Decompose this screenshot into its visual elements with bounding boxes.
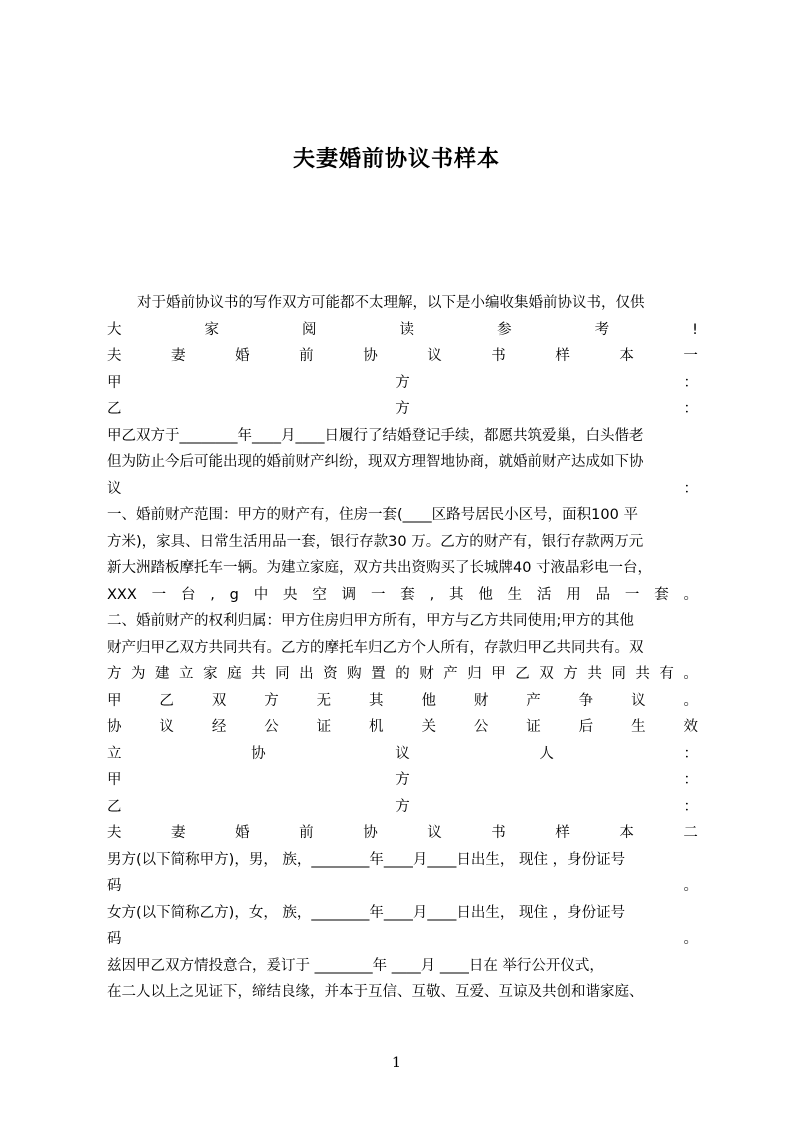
- body-line: [107, 741, 698, 768]
- line-char: 台: [180, 586, 196, 603]
- line-char: 中: [253, 586, 269, 603]
- line-text: 女方(以下简称乙方)，女， 族，________年____月____日出生， 现住 ，身份证号: [107, 904, 626, 921]
- line-char: g: [229, 586, 239, 603]
- line-char: 甲: [491, 666, 506, 682]
- line-text: 甲乙双方于________年____月____日履行了结婚登记手续，都愿共筑爱巢，白头偕老: [107, 427, 644, 444]
- line-char: 套: [654, 586, 669, 603]
- line-char: 议: [427, 825, 442, 841]
- line-text: 男方(以下简称甲方)，男， 族，________年____月____日出生， 现住 ，身份证号: [107, 851, 626, 868]
- line-char: ：: [683, 374, 698, 391]
- line-char: 方: [395, 401, 410, 417]
- body-line: [107, 343, 698, 370]
- body-line: [107, 502, 698, 529]
- line-char: 样: [555, 348, 570, 364]
- line-char: 他: [478, 586, 493, 603]
- line-char: 共: [587, 666, 602, 682]
- line-text: 财产归甲乙双方共同共有。乙方的摩托车归乙方个人所有，存款归甲乙共同共有。双: [107, 639, 644, 656]
- body-line: [107, 714, 698, 741]
- line-char: 书: [491, 825, 506, 841]
- body-line: [107, 688, 698, 715]
- line-char: 方: [395, 798, 410, 815]
- line-char: 机: [369, 719, 384, 735]
- line-char: 家: [203, 666, 218, 682]
- line-char: 一: [370, 586, 386, 603]
- body-line: [107, 423, 698, 450]
- body-line: [107, 794, 698, 821]
- line-char: 。: [683, 586, 698, 603]
- line-char: 乙: [515, 666, 530, 682]
- line-text: 新大洲踏板摩托车一辆。为建立家庭，双方共出资购买了长城牌40 寸液晶彩电一台，: [107, 560, 653, 576]
- line-char: 归: [467, 666, 482, 682]
- line-char: 共: [635, 666, 650, 682]
- body-line: [107, 661, 698, 688]
- body-line: [107, 555, 698, 582]
- line-char: 方: [107, 666, 122, 682]
- body-line: [107, 290, 698, 317]
- line-char: 协: [251, 745, 266, 762]
- line-char: 甲: [107, 692, 122, 709]
- document-body: [107, 290, 698, 1006]
- line-char: 公: [473, 719, 489, 735]
- line-char: 夫: [107, 825, 122, 841]
- line-char: 一: [624, 586, 640, 603]
- body-line: [107, 396, 698, 423]
- line-char: !: [692, 321, 698, 338]
- line-char: 议: [631, 692, 646, 709]
- line-text: 对于婚前协议书的写作双方可能都不太理解，以下是小编收集婚前协议书，仅供: [137, 295, 645, 311]
- line-char: 大: [107, 321, 122, 338]
- line-char: 双: [211, 692, 227, 709]
- line-char: 后: [578, 719, 594, 735]
- line-char: 共: [251, 666, 266, 682]
- line-char: 甲: [107, 772, 122, 788]
- line-char: 前: [299, 348, 314, 364]
- line-text: 在二人以上之见证下，缔结良缘，并本于互信、互敬、互爱、互谅及共创和谐家庭、: [107, 984, 644, 1000]
- line-char: 人: [539, 745, 554, 762]
- line-char: 乙: [107, 798, 122, 815]
- body-line: [107, 900, 698, 927]
- line-char: 生: [507, 586, 523, 603]
- body-line: [107, 873, 698, 900]
- line-char: 。: [683, 692, 698, 709]
- line-char: 争: [578, 692, 594, 709]
- body-line: [107, 476, 698, 503]
- line-char: 其: [369, 692, 384, 709]
- body-line: [107, 926, 698, 953]
- line-char: 样: [555, 825, 570, 841]
- line-char: 央: [283, 586, 298, 603]
- line-text: 一、婚前财产范围：甲方的财产有，住房一套(____区路号居民小区号，面积100 平: [107, 507, 638, 523]
- body-line: [107, 449, 698, 476]
- line-char: 经: [211, 719, 227, 735]
- body-line: [107, 847, 698, 874]
- line-char: 甲: [107, 374, 122, 391]
- line-char: 议: [107, 480, 122, 497]
- line-char: 婚: [235, 825, 250, 841]
- line-char: 婚: [235, 348, 250, 364]
- line-char: 前: [299, 825, 314, 841]
- line-char: 本: [619, 348, 634, 364]
- body-line: [107, 635, 698, 662]
- line-char: 建: [155, 666, 170, 682]
- line-char: 妻: [171, 348, 186, 364]
- line-char: 阅: [302, 321, 317, 338]
- line-char: 品: [595, 586, 611, 603]
- line-char: ：: [683, 798, 698, 815]
- line-char: ,: [210, 586, 215, 603]
- line-char: 议: [427, 348, 442, 364]
- line-char: 效: [683, 719, 698, 735]
- line-char: 方: [395, 772, 410, 788]
- body-line: [107, 767, 698, 794]
- line-char: 码: [107, 878, 122, 894]
- body-line: [107, 979, 698, 1006]
- line-text: 兹因甲乙双方情投意合，爰订于 ________年 ____月 ____日在 举行公开仪式，: [107, 957, 604, 974]
- line-char: 协: [363, 348, 378, 364]
- line-char: 其: [449, 586, 464, 603]
- line-char: 乙: [107, 401, 122, 417]
- line-char: ：: [683, 401, 698, 417]
- line-char: 方: [395, 374, 410, 391]
- line-char: 空: [312, 586, 327, 603]
- line-char: 活: [536, 586, 552, 603]
- body-line: [107, 370, 698, 397]
- line-char: 资: [323, 666, 338, 682]
- line-char: 议: [159, 719, 174, 735]
- line-text: 方米)，家具、日常生活用品一套，银行存款30 万。乙方的财产有，银行存款两万元: [107, 533, 644, 550]
- line-char: 考: [594, 321, 610, 338]
- line-char: 参: [497, 321, 512, 338]
- body-line: [107, 820, 698, 847]
- line-char: 本: [619, 825, 634, 841]
- line-char: ：: [683, 480, 698, 497]
- line-char: 立: [107, 745, 122, 762]
- body-line: [107, 953, 698, 980]
- line-char: 协: [107, 719, 122, 735]
- line-char: 方: [563, 666, 578, 682]
- line-char: 产: [443, 666, 458, 682]
- line-text: 但为防止今后可能出现的婚前财产纠纷，现双方理智地协商，就婚前财产达成如下协: [107, 454, 644, 470]
- line-char: 双: [539, 666, 554, 682]
- line-char: 置: [371, 666, 386, 682]
- line-char: 二: [683, 825, 698, 841]
- line-char: 关: [421, 719, 436, 735]
- body-line: [107, 529, 698, 556]
- line-char: 同: [275, 666, 290, 682]
- line-char: ：: [683, 745, 698, 762]
- line-char: 产: [526, 692, 541, 709]
- line-char: 的: [395, 666, 410, 682]
- line-char: 庭: [227, 666, 242, 682]
- line-char: 套: [400, 586, 415, 603]
- line-char: 他: [421, 692, 436, 709]
- line-char: 生: [631, 719, 646, 735]
- line-char: 码: [107, 931, 122, 947]
- body-line: [107, 608, 698, 635]
- line-char: 。: [683, 878, 698, 894]
- line-char: 公: [264, 719, 279, 735]
- line-char: 无: [316, 692, 332, 709]
- line-char: 妻: [171, 825, 186, 841]
- line-char: 为: [131, 666, 146, 682]
- line-char: ,: [429, 586, 435, 603]
- line-char: 用: [566, 586, 581, 603]
- line-char: 读: [399, 321, 415, 338]
- line-char: 有: [659, 666, 674, 682]
- line-char: 调: [341, 586, 357, 603]
- line-char: 一: [683, 348, 698, 364]
- line-char: 证: [526, 719, 541, 735]
- page-number: 1: [392, 1055, 401, 1071]
- line-char: 书: [491, 348, 506, 364]
- body-line: [107, 317, 698, 344]
- line-text: 二、婚前财产的权利归属：甲方住房归甲方所有，甲方与乙方共同使用;甲方的其他: [107, 613, 634, 629]
- line-char: 财: [419, 666, 434, 682]
- line-char: 同: [611, 666, 626, 682]
- line-char: XXX: [107, 586, 137, 603]
- line-char: 议: [395, 745, 410, 762]
- line-char: 家: [204, 321, 220, 338]
- line-char: 。: [683, 666, 698, 682]
- line-char: 财: [473, 692, 489, 709]
- line-char: ：: [683, 772, 698, 788]
- body-line: [107, 582, 698, 609]
- line-char: 立: [179, 666, 194, 682]
- line-char: 出: [299, 666, 314, 682]
- document-title: 夫妻婚前协议书样本: [292, 147, 500, 172]
- line-char: 证: [316, 719, 332, 735]
- line-char: 一: [151, 586, 167, 603]
- line-char: 方: [264, 692, 279, 709]
- line-char: 夫: [107, 348, 122, 364]
- line-char: 。: [683, 931, 698, 947]
- line-char: 协: [363, 825, 378, 841]
- line-char: 购: [347, 666, 362, 682]
- line-char: 乙: [159, 692, 174, 709]
